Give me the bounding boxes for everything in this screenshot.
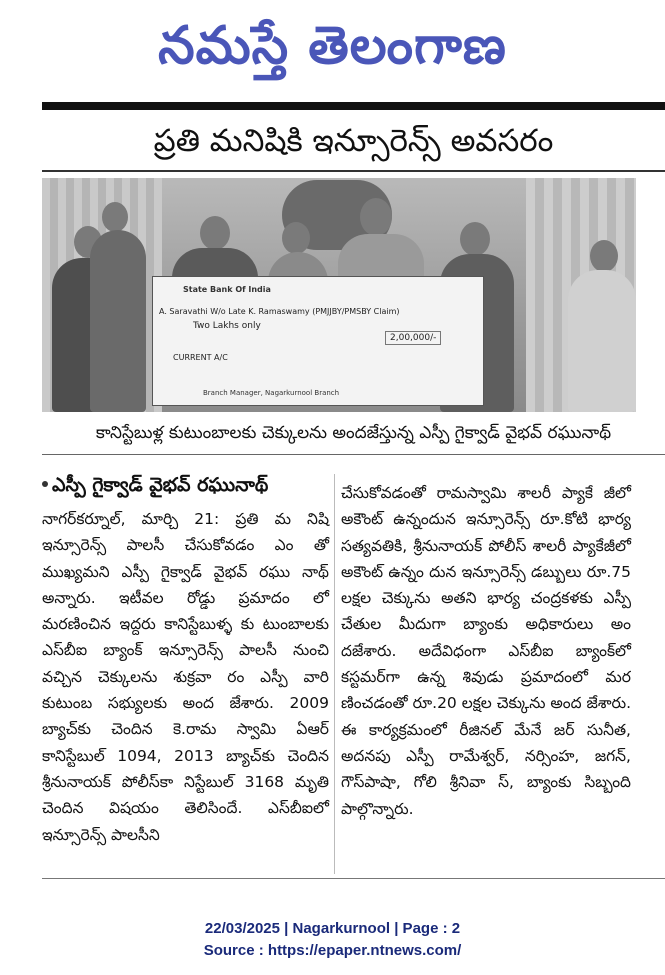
bottom-rule (42, 878, 665, 879)
cheque (152, 276, 484, 406)
masthead-rule (42, 102, 665, 110)
cheque-account: CURRENT A/C (173, 353, 228, 362)
article-column-left (42, 470, 329, 848)
column-divider (334, 474, 335, 874)
person-head (200, 216, 230, 250)
cheque-amount: 2,00,000/- (385, 331, 441, 345)
person-head (590, 240, 618, 272)
footer-date-edition: 22/03/2025 | Nagarkurnool | Page : 2 (204, 920, 461, 937)
newspaper-logo: నమస్తే తెలంగాణ (158, 15, 507, 76)
headline-rule (42, 170, 665, 172)
byline-text: ఎస్పీ గైక్వాడ్ వైభవ్ రఘునాథ్ (52, 474, 269, 496)
person (90, 230, 146, 412)
body-text-left: నాగర్‌కర్నూల్, మార్చి 21: ప్రతి మ నిషి ఇన్సూరెన్స్ పాలసీ చేసుకోవడం ఎం తో ముఖ్యమని ఎస్పీ గైక్వాడ్ వైభవ్ రఘు నాథ్ అన్నారు. ఇటీవల రోడ్డు ప్రమాదం లో మరణించిన ఇద్దరు కానిస్టేబుళ్ళ కు టుంబాలకు ఎస్‌బీఐ బ్యాంక్ ఇన్సూరెన్స్ పాలసీ నుంచి వచ్చిన చెక్కులను శుక్రవా రం ఎస్పీ వారి కుటుంబ సభ్యులకు అంద జేశారు. 2009 బ్యాచ్‌కు చెందిన కె.రామ స్వామి ఏఆర్ కానిస్టేబుల్ 1094, 2013 బ్యాచ్‌కు చెందిన శ్రీనునాయక్ పోలీస్‌కా నిస్టేబుల్ 3168 మృతి చెందిన విషయం తెలిసిందే. ఎస్‌బీఐలో ఇన్సూరెన్స్ పాలసీని (42, 510, 329, 844)
cheque-bank-name: State Bank Of India (183, 285, 271, 294)
person-head (460, 222, 490, 256)
cheque-footer: Branch Manager, Nagarkurnool Branch (203, 389, 340, 397)
cheque-amount-words: Two Lakhs only (193, 321, 261, 331)
person (568, 270, 636, 412)
article-column-right (341, 480, 631, 822)
article-headline: ప్రతి మనిషికి ఇన్సూరెన్స్ అవసరం (153, 123, 554, 159)
photo-caption: కానిస్టేబుళ్ల కుటుంబాలకు చెక్కులను అందజేస్తున్న ఎస్పీ గైక్వాడ్ వైభవ్ రఘునాథ్ (95, 423, 612, 443)
bullet-icon (42, 481, 48, 487)
byline (42, 470, 329, 500)
person-head (102, 202, 128, 232)
article-photo (42, 178, 636, 412)
masthead (0, 0, 665, 102)
footer-source: Source : https://epaper.ntnews.com/ (203, 942, 462, 959)
cheque-payee: A. Saravathi W/o Late K. Ramaswamy (PMJJBY/PMSBY Claim) (159, 307, 400, 316)
person-head (282, 222, 310, 254)
caption-rule (42, 454, 665, 455)
person-head (360, 198, 392, 236)
body-text-right: చేసుకోవడంతో రామస్వామి శాలరీ ప్యాకే జీలో అకౌంట్ ఉన్నందున ఇన్సూరెన్స్ రూ.కోటి భార్య సత్యవతికి, శ్రీనునాయక్ పోలీస్ శాలరీ ప్యాకేజీలో అకౌంట్ ఉన్నం దున ఇన్సూరెన్స్ డబ్బులు రూ.75 లక్షల చెక్కును అతని భార్య చంద్రకళకు ఎస్పీ చేతుల మీదుగా బ్యాంకు అధికారులు అం దజేశారు. అదేవిధంగా ఎస్‌బీఐ బ్యాంక్‌లో కస్టమర్‌గా ఉన్న శివుడు ప్రమాదంలో మర ణించడంతో రూ.20 లక్షల చెక్కును అంద జేశారు. ఈ కార్యక్రమంలో రీజినల్ మేనే జర్ సునీత, అదనపు ఎస్పీ రామేశ్వర్, నర్సింహ, జగన్, గౌస్‌పాషా, గోలి శ్రీనివా స్, బ్యాంకు సిబ్బంది పాల్గొన్నారు. (341, 484, 631, 818)
